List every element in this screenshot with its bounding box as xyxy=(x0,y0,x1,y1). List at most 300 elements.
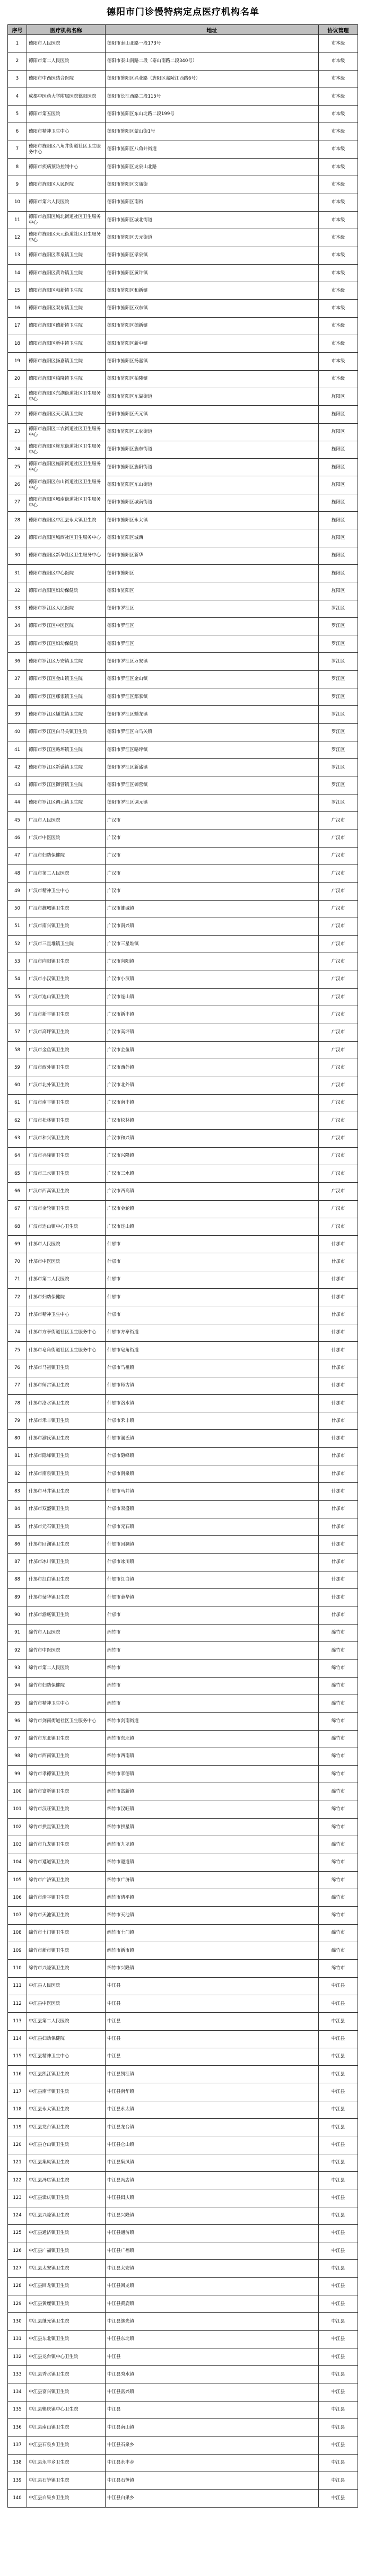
row-name: 中江县太安镇卫生院 xyxy=(27,2260,106,2277)
hospital-table xyxy=(7,24,358,2508)
row-name: 绵竹市孝德镇卫生院 xyxy=(27,1766,106,1783)
table-row xyxy=(8,1377,358,1394)
row-tier: 绵竹市 xyxy=(319,1748,358,1765)
row-name: 德阳市旌阳区旌东街道社区卫生服务中心 xyxy=(27,441,106,458)
row-no: 128 xyxy=(8,2277,27,2295)
row-tier: 市本级 xyxy=(319,353,358,370)
row-no: 4 xyxy=(8,88,27,105)
row-tier: 什邡市 xyxy=(319,1236,358,1253)
table-row xyxy=(8,2224,358,2242)
table-row xyxy=(8,723,358,741)
row-name: 德阳市旌阳区孝泉镇卫生院 xyxy=(27,247,106,264)
row-address: 中江县 xyxy=(106,2348,319,2365)
row-tier: 什邡市 xyxy=(319,1306,358,1324)
row-tier: 绵竹市 xyxy=(319,1713,358,1730)
row-no: 62 xyxy=(8,1112,27,1130)
table-row xyxy=(8,1165,358,1183)
row-address: 广汉市金轮镇 xyxy=(106,1200,319,1218)
row-no: 55 xyxy=(8,989,27,1006)
row-name: 中江县秀水镇卫生院 xyxy=(27,2366,106,2383)
table-row xyxy=(8,1766,358,1783)
row-address: 广汉市和兴镇 xyxy=(106,1130,319,1147)
row-no: 89 xyxy=(8,1589,27,1606)
table-row xyxy=(8,159,358,176)
row-tier: 罗江区 xyxy=(319,776,358,794)
row-tier: 中江县 xyxy=(319,2171,358,2189)
table-row xyxy=(8,1606,358,1624)
row-tier: 什邡市 xyxy=(319,1536,358,1553)
row-name: 广汉市三星堆镇卫生院 xyxy=(27,936,106,953)
row-name: 什邡市湔底镇卫生院 xyxy=(27,1606,106,1624)
table-row xyxy=(8,794,358,811)
row-address: 中江县通济镇 xyxy=(106,2224,319,2242)
row-name: 德阳市旌阳区旌阳街道社区卫生服务中心 xyxy=(27,459,106,476)
table-row xyxy=(8,300,358,317)
row-name: 什邡市师古镇卫生院 xyxy=(27,1377,106,1394)
table-row xyxy=(8,529,358,547)
row-address: 绵竹市 xyxy=(106,1660,319,1677)
row-address: 什邡市冰川镇 xyxy=(106,1553,319,1571)
row-address: 中江县黄鹿镇 xyxy=(106,2295,319,2313)
row-address: 绵竹市土门镇 xyxy=(106,1924,319,1942)
row-address: 德阳市罗江区鄢家镇 xyxy=(106,688,319,705)
row-no: 126 xyxy=(8,2242,27,2260)
table-row xyxy=(8,123,358,141)
row-tier: 广汉市 xyxy=(319,1059,358,1077)
row-tier: 中江县 xyxy=(319,2154,358,2171)
table-row xyxy=(8,1889,358,1907)
row-address: 德阳市旌阳区东山北路二段199号 xyxy=(106,106,319,123)
row-address: 广汉市兴隆镇 xyxy=(106,1147,319,1165)
row-tier: 什邡市 xyxy=(319,1589,358,1606)
row-address: 绵竹市 xyxy=(106,1624,319,1641)
row-name: 绵竹市东北镇卫生院 xyxy=(27,1730,106,1748)
row-no: 61 xyxy=(8,1094,27,1112)
table-row xyxy=(8,35,358,53)
row-address: 绵竹市 xyxy=(106,1695,319,1712)
row-no: 2 xyxy=(8,53,27,70)
row-no: 37 xyxy=(8,670,27,688)
row-no: 20 xyxy=(8,370,27,388)
row-name: 德阳市第六人民医院 xyxy=(27,194,106,211)
row-address: 中江县石笋镇 xyxy=(106,2472,319,2489)
row-no: 68 xyxy=(8,1218,27,1235)
row-no: 70 xyxy=(8,1253,27,1271)
row-name: 中江县妇幼保健院 xyxy=(27,2030,106,2048)
table-row xyxy=(8,2260,358,2277)
row-tier: 中江县 xyxy=(319,2490,358,2507)
row-address: 什邡市南泉镇 xyxy=(106,1465,319,1483)
row-name: 绵竹市第二人民医院 xyxy=(27,1660,106,1677)
row-tier: 什邡市 xyxy=(319,1518,358,1535)
table-row xyxy=(8,2330,358,2348)
row-name: 什邡市马井镇卫生院 xyxy=(27,1483,106,1500)
row-tier: 绵竹市 xyxy=(319,1889,358,1907)
table-row xyxy=(8,1024,358,1041)
row-no: 54 xyxy=(8,971,27,988)
row-no: 115 xyxy=(8,2048,27,2065)
row-name: 什邡市蓥华镇卫生院 xyxy=(27,1589,106,1606)
row-no: 75 xyxy=(8,1341,27,1359)
row-address: 德阳市旌阳区双东镇 xyxy=(106,300,319,317)
row-tier: 什邡市 xyxy=(319,1359,358,1377)
row-tier: 广汉市 xyxy=(319,953,358,971)
row-no: 73 xyxy=(8,1306,27,1324)
row-tier: 什邡市 xyxy=(319,1447,358,1465)
table-row xyxy=(8,2101,358,2118)
row-no: 100 xyxy=(8,1783,27,1801)
row-name: 绵竹市新市镇卫生院 xyxy=(27,1942,106,1960)
table-row xyxy=(8,953,358,971)
row-no: 42 xyxy=(8,759,27,776)
row-name: 广汉市连山镇中心卫生院 xyxy=(27,1218,106,1235)
row-name: 中江县中医医院 xyxy=(27,1995,106,2012)
row-tier: 中江县 xyxy=(319,1977,358,1995)
row-no: 41 xyxy=(8,741,27,758)
row-address: 德阳市旌阳区 xyxy=(106,582,319,600)
table-row xyxy=(8,1995,358,2012)
row-no: 88 xyxy=(8,1571,27,1588)
row-name: 德阳市旌阳区人民医院 xyxy=(27,176,106,194)
row-tier: 中江县 xyxy=(319,2472,358,2489)
row-name: 德阳市罗江区白马关镇卫生院 xyxy=(27,723,106,741)
row-address: 广汉市向阳镇 xyxy=(106,953,319,971)
row-no: 99 xyxy=(8,1766,27,1783)
table-row xyxy=(8,70,358,88)
row-no: 49 xyxy=(8,883,27,900)
row-no: 113 xyxy=(8,2013,27,2030)
row-no: 12 xyxy=(8,229,27,247)
row-address: 中江县南山镇 xyxy=(106,2419,319,2437)
table-row xyxy=(8,741,358,758)
row-tier: 什邡市 xyxy=(319,1341,358,1359)
row-name: 广汉市三水镇卫生院 xyxy=(27,1165,106,1183)
row-name: 广汉市北外镇卫生院 xyxy=(27,1077,106,1094)
row-address: 广汉市西外镇 xyxy=(106,1059,319,1077)
row-tier: 中江县 xyxy=(319,2189,358,2207)
row-tier: 罗江区 xyxy=(319,794,358,811)
row-tier: 什邡市 xyxy=(319,1253,358,1271)
row-address: 德阳市旌阳区旌东街道 xyxy=(106,441,319,458)
row-address: 德阳市旌阳区东山街道 xyxy=(106,476,319,494)
row-no: 29 xyxy=(8,529,27,547)
table-row xyxy=(8,1942,358,1960)
row-name: 德阳市罗江区蟠龙镇卫生院 xyxy=(27,706,106,723)
table-row xyxy=(8,2171,358,2189)
row-no: 58 xyxy=(8,1041,27,1059)
table-row xyxy=(8,2030,358,2048)
table-row xyxy=(8,512,358,529)
table-row xyxy=(8,1907,358,1924)
table-row xyxy=(8,53,358,70)
row-tier: 罗江区 xyxy=(319,759,358,776)
row-no: 138 xyxy=(8,2454,27,2472)
row-no: 27 xyxy=(8,494,27,511)
table-row xyxy=(8,989,358,1006)
row-tier: 什邡市 xyxy=(319,1394,358,1412)
row-tier: 中江县 xyxy=(319,2083,358,2101)
row-address: 德阳市旌阳区德新镇 xyxy=(106,317,319,335)
table-row xyxy=(8,635,358,653)
row-tier: 中江县 xyxy=(319,2295,358,2313)
row-address: 德阳市罗江区 xyxy=(106,617,319,635)
table-row xyxy=(8,1660,358,1677)
row-address: 绵竹市剑南街道 xyxy=(106,1713,319,1730)
row-tier: 旌阳区 xyxy=(319,582,358,600)
row-address: 广汉市新丰镇 xyxy=(106,1006,319,1024)
row-tier: 市本级 xyxy=(319,370,358,388)
row-tier: 罗江区 xyxy=(319,635,358,653)
row-address: 德阳市旌阳区旌阳街道 xyxy=(106,459,319,476)
table-row xyxy=(8,688,358,705)
row-tier: 绵竹市 xyxy=(319,1924,358,1942)
row-name: 中江县辑庆镇卫生院 xyxy=(27,2189,106,2207)
row-address: 德阳市罗江区万安镇 xyxy=(106,653,319,670)
table-row xyxy=(8,1465,358,1483)
row-no: 106 xyxy=(8,1889,27,1907)
row-address: 中江县辑庆镇 xyxy=(106,2189,319,2207)
row-no: 15 xyxy=(8,282,27,300)
row-no: 112 xyxy=(8,1995,27,2012)
row-tier: 绵竹市 xyxy=(319,1854,358,1871)
table-row xyxy=(8,1447,358,1465)
row-no: 76 xyxy=(8,1359,27,1377)
row-tier: 旌阳区 xyxy=(319,494,358,511)
row-address: 德阳市旌阳区天元街道 xyxy=(106,229,319,247)
row-name: 德阳市旌阳区和新镇卫生院 xyxy=(27,282,106,300)
row-no: 80 xyxy=(8,1430,27,1447)
row-name: 德阳市旌阳区八角井街道社区卫生服务中心 xyxy=(27,141,106,158)
row-no: 85 xyxy=(8,1518,27,1535)
row-tier: 广汉市 xyxy=(319,971,358,988)
table-row xyxy=(8,2454,358,2472)
table-row xyxy=(8,247,358,264)
row-tier: 绵竹市 xyxy=(319,1624,358,1641)
row-address: 中江县回龙镇 xyxy=(106,2277,319,2295)
row-no: 44 xyxy=(8,794,27,811)
row-name: 什邡市皂角街道社区卫生服务中心 xyxy=(27,1341,106,1359)
table-row xyxy=(8,2295,358,2313)
table-row xyxy=(8,865,358,882)
row-name: 中江县龙台镇卫生院 xyxy=(27,2119,106,2136)
row-tier: 中江县 xyxy=(319,2030,358,2048)
row-address: 中江县冯店镇 xyxy=(106,2171,319,2189)
row-tier: 中江县 xyxy=(319,2224,358,2242)
row-name: 中江县回龙镇卫生院 xyxy=(27,2277,106,2295)
table-row xyxy=(8,1589,358,1606)
table-row xyxy=(8,1412,358,1430)
row-name: 广汉市兴隆镇卫生院 xyxy=(27,1147,106,1165)
row-tier: 广汉市 xyxy=(319,918,358,935)
row-tier: 罗江区 xyxy=(319,723,358,741)
row-address: 什邡市隐峰镇 xyxy=(106,1447,319,1465)
row-tier: 市本级 xyxy=(319,247,358,264)
row-address: 中江县东北镇 xyxy=(106,2330,319,2348)
row-name: 中江县广福镇卫生院 xyxy=(27,2242,106,2260)
row-name: 德阳市罗江区妇幼保健院 xyxy=(27,635,106,653)
row-name: 德阳市旌阳区扬嘉镇卫生院 xyxy=(27,353,106,370)
row-tier: 市本级 xyxy=(319,70,358,88)
row-no: 66 xyxy=(8,1183,27,1200)
row-no: 3 xyxy=(8,70,27,88)
table-row xyxy=(8,2366,358,2383)
header-address: 地址 xyxy=(106,25,319,35)
row-no: 8 xyxy=(8,159,27,176)
table-row xyxy=(8,1818,358,1836)
row-address: 中江县龙台镇 xyxy=(106,2119,319,2136)
table-row xyxy=(8,670,358,688)
row-no: 59 xyxy=(8,1059,27,1077)
row-no: 69 xyxy=(8,1236,27,1253)
row-no: 122 xyxy=(8,2171,27,2189)
row-no: 98 xyxy=(8,1748,27,1765)
row-address: 绵竹市遵道镇 xyxy=(106,1854,319,1871)
row-address: 中江县太安镇 xyxy=(106,2260,319,2277)
row-address: 广汉市小汉镇 xyxy=(106,971,319,988)
row-name: 德阳市旌阳区妇幼保健院 xyxy=(27,582,106,600)
row-name: 中江县仓山镇卫生院 xyxy=(27,2136,106,2154)
row-name: 中江县东北镇卫生院 xyxy=(27,2330,106,2348)
row-no: 60 xyxy=(8,1077,27,1094)
row-tier: 旌阳区 xyxy=(319,406,358,423)
row-address: 中江县 xyxy=(106,1977,319,1995)
row-tier: 绵竹市 xyxy=(319,1677,358,1695)
row-no: 139 xyxy=(8,2472,27,2489)
row-tier: 什邡市 xyxy=(319,1430,358,1447)
row-address: 绵竹市天池镇 xyxy=(106,1907,319,1924)
row-tier: 广汉市 xyxy=(319,829,358,847)
row-tier: 广汉市 xyxy=(319,812,358,829)
table-row xyxy=(8,2277,358,2295)
row-no: 135 xyxy=(8,2401,27,2418)
table-row xyxy=(8,2154,358,2171)
row-no: 129 xyxy=(8,2295,27,2313)
row-name: 德阳市旌阳区城北街道社区卫生服务中心 xyxy=(27,211,106,229)
row-name: 广汉市松林镇卫生院 xyxy=(27,1112,106,1130)
row-address: 绵竹市东北镇 xyxy=(106,1730,319,1748)
row-name: 什邡市人民医院 xyxy=(27,1236,106,1253)
row-address: 中江县兴隆镇 xyxy=(106,2207,319,2224)
row-no: 96 xyxy=(8,1713,27,1730)
row-no: 82 xyxy=(8,1465,27,1483)
row-no: 10 xyxy=(8,194,27,211)
row-no: 71 xyxy=(8,1271,27,1288)
row-name: 广汉市人民医院 xyxy=(27,812,106,829)
row-address: 广汉市雒城镇 xyxy=(106,900,319,918)
row-tier: 中江县 xyxy=(319,1995,358,2012)
table-row xyxy=(8,1200,358,1218)
row-name: 什邡市中医医院 xyxy=(27,1253,106,1271)
table-row xyxy=(8,1854,358,1871)
row-tier: 旌阳区 xyxy=(319,441,358,458)
row-address: 什邡市马祖镇 xyxy=(106,1359,319,1377)
row-tier: 广汉市 xyxy=(319,1130,358,1147)
row-name: 德阳市旌阳区工农街道社区卫生服务中心 xyxy=(27,423,106,441)
row-name: 广汉市金轮镇卫生院 xyxy=(27,1200,106,1218)
row-no: 79 xyxy=(8,1412,27,1430)
row-tier: 广汉市 xyxy=(319,1200,358,1218)
row-name: 中江县石笋镇卫生院 xyxy=(27,2472,106,2489)
row-address: 什邡市师古镇 xyxy=(106,1377,319,1394)
row-address: 德阳市泰山北路一段173号 xyxy=(106,35,319,53)
row-name: 中江县辑庆镇中心卫生院 xyxy=(27,2401,106,2418)
row-name: 什邡市洛水镇卫生院 xyxy=(27,1394,106,1412)
row-address: 德阳市旌阳区工农街道 xyxy=(106,423,319,441)
row-no: 67 xyxy=(8,1200,27,1218)
row-tier: 市本级 xyxy=(319,88,358,105)
row-tier: 旌阳区 xyxy=(319,476,358,494)
row-address: 中江县富兴镇 xyxy=(106,2383,319,2401)
row-tier: 广汉市 xyxy=(319,1147,358,1165)
row-name: 广汉市高坪镇卫生院 xyxy=(27,1024,106,1041)
row-name: 德阳市罗江区略坪镇卫生院 xyxy=(27,741,106,758)
row-tier: 市本级 xyxy=(319,194,358,211)
row-name: 中江县永丰乡卫生院 xyxy=(27,2454,106,2472)
row-name: 中江县黄鹿镇卫生院 xyxy=(27,2295,106,2313)
table-row xyxy=(8,1430,358,1447)
table-body xyxy=(8,35,358,2508)
row-name: 广汉市小汉镇卫生院 xyxy=(27,971,106,988)
row-address: 什邡市红白镇 xyxy=(106,1571,319,1588)
row-name: 广汉市妇幼保健院 xyxy=(27,847,106,865)
table-row xyxy=(8,2242,358,2260)
row-tier: 绵竹市 xyxy=(319,1942,358,1960)
table-row xyxy=(8,229,358,247)
row-tier: 市本级 xyxy=(319,141,358,158)
header-no: 序号 xyxy=(8,25,27,35)
row-name: 什邡市禾丰镇卫生院 xyxy=(27,1412,106,1430)
row-no: 23 xyxy=(8,423,27,441)
row-address: 什邡市 xyxy=(106,1253,319,1271)
table-row xyxy=(8,2119,358,2136)
row-name: 德阳市精神卫生中心 xyxy=(27,123,106,141)
row-name: 德阳市罗江区人民医院 xyxy=(27,600,106,617)
row-tier: 中江县 xyxy=(319,2383,358,2401)
table-row xyxy=(8,1924,358,1942)
row-tier: 中江县 xyxy=(319,2119,358,2136)
row-name: 德阳市旌阳区黄许镇卫生院 xyxy=(27,264,106,282)
row-address: 绵竹市拱星镇 xyxy=(106,1818,319,1836)
row-no: 91 xyxy=(8,1624,27,1641)
row-address: 德阳市罗江区调元镇 xyxy=(106,794,319,811)
row-no: 31 xyxy=(8,564,27,582)
table-row xyxy=(8,847,358,865)
row-no: 108 xyxy=(8,1924,27,1942)
row-name: 德阳市旌阳区双东镇卫生院 xyxy=(27,300,106,317)
row-name: 德阳市罗江区新盛镇卫生院 xyxy=(27,759,106,776)
row-name: 什邡市方亭街道社区卫生服务中心 xyxy=(27,1324,106,1341)
table-row xyxy=(8,211,358,229)
table-row xyxy=(8,1642,358,1660)
row-tier: 中江县 xyxy=(319,2048,358,2065)
row-name: 德阳市罗江区鄢家镇卫生院 xyxy=(27,688,106,705)
table-row xyxy=(8,1324,358,1341)
row-address: 广汉市松林镇 xyxy=(106,1112,319,1130)
row-address: 什邡市 xyxy=(106,1306,319,1324)
table-row xyxy=(8,1748,358,1765)
row-name: 广汉市第二人民医院 xyxy=(27,865,106,882)
row-tier: 中江县 xyxy=(319,2013,358,2030)
row-no: 51 xyxy=(8,918,27,935)
table-row xyxy=(8,176,358,194)
row-address: 广汉市 xyxy=(106,847,319,865)
row-name: 绵竹市汉旺镇卫生院 xyxy=(27,1801,106,1818)
row-tier: 绵竹市 xyxy=(319,1695,358,1712)
row-name: 中江县石泉乡卫生院 xyxy=(27,2437,106,2454)
row-no: 38 xyxy=(8,688,27,705)
row-no: 131 xyxy=(8,2330,27,2348)
row-address: 德阳市旌阳区永太镇 xyxy=(106,512,319,529)
